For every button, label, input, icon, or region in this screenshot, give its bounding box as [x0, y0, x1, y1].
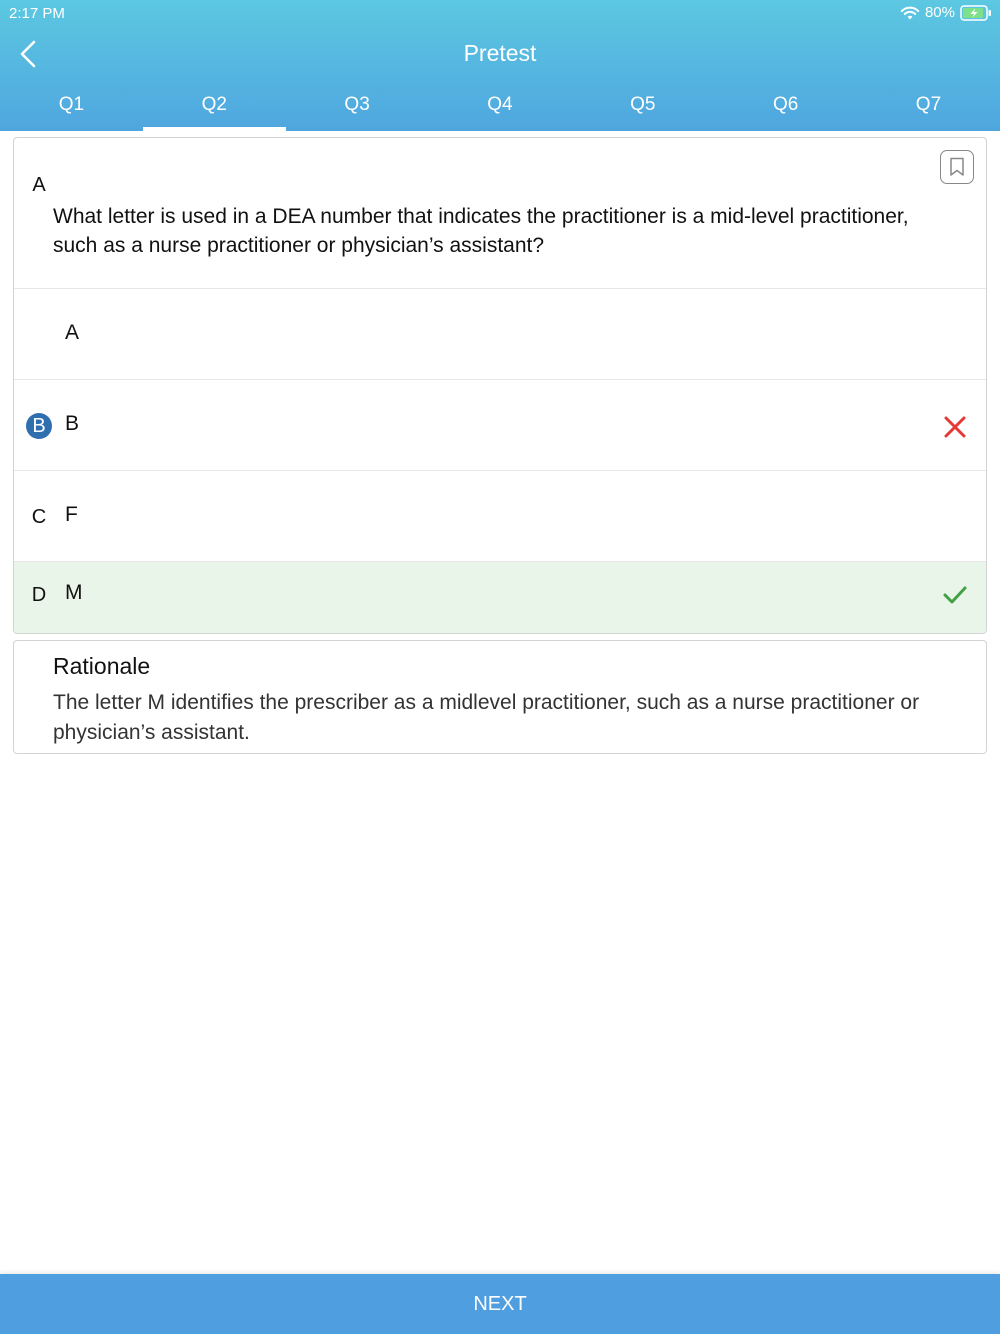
question-tabs: [0, 86, 1000, 131]
question-card: [13, 137, 987, 634]
option-text: A: [65, 321, 80, 344]
status-right: [900, 4, 992, 21]
tab-q5[interactable]: Q5: [630, 94, 656, 115]
tab-q1[interactable]: Q1: [58, 94, 85, 115]
next-button[interactable]: NEXT: [0, 1274, 1000, 1334]
option-letter: C: [31, 506, 47, 528]
option-letter: A: [32, 174, 46, 196]
tab-q2[interactable]: Q2: [143, 86, 286, 131]
option-c[interactable]: [14, 470, 986, 561]
option-letter-selected: B: [26, 413, 52, 439]
page-title: Pretest: [463, 40, 537, 66]
tab-q4[interactable]: Q4: [487, 94, 513, 115]
option-text: F: [65, 503, 78, 526]
option-letter: D: [31, 584, 47, 606]
incorrect-x-icon: [942, 414, 968, 440]
rationale-text: The letter M identifies the prescriber as a midlevel practitioner, such as a nurse practitioner or physician’s assistant.: [53, 691, 920, 744]
wifi-icon: [900, 5, 920, 21]
option-b[interactable]: [14, 379, 986, 470]
tab-q3[interactable]: Q3: [344, 94, 370, 115]
bookmark-icon: [949, 157, 965, 177]
rationale-title: Rationale: [53, 653, 151, 679]
status-bar: [0, 0, 1000, 26]
option-text: B: [65, 412, 80, 435]
tab-q6[interactable]: Q6: [772, 94, 799, 115]
option-d[interactable]: [14, 561, 986, 634]
bookmark-button[interactable]: [940, 150, 974, 184]
app-header: [0, 0, 1000, 131]
tab-q7[interactable]: Q7: [915, 94, 942, 115]
battery-charging-icon: [960, 5, 992, 21]
question-text: What letter is used in a DEA number that indicates the practitioner is a mid-level practitioner, such as a nurse practitioner or physician’s assistant?: [53, 205, 909, 257]
correct-check-icon: [942, 582, 968, 608]
status-time: 2:17 PM: [9, 5, 65, 22]
rationale-card: [13, 640, 987, 754]
option-text: M: [65, 581, 83, 604]
battery-percent: 80%: [924, 4, 955, 21]
